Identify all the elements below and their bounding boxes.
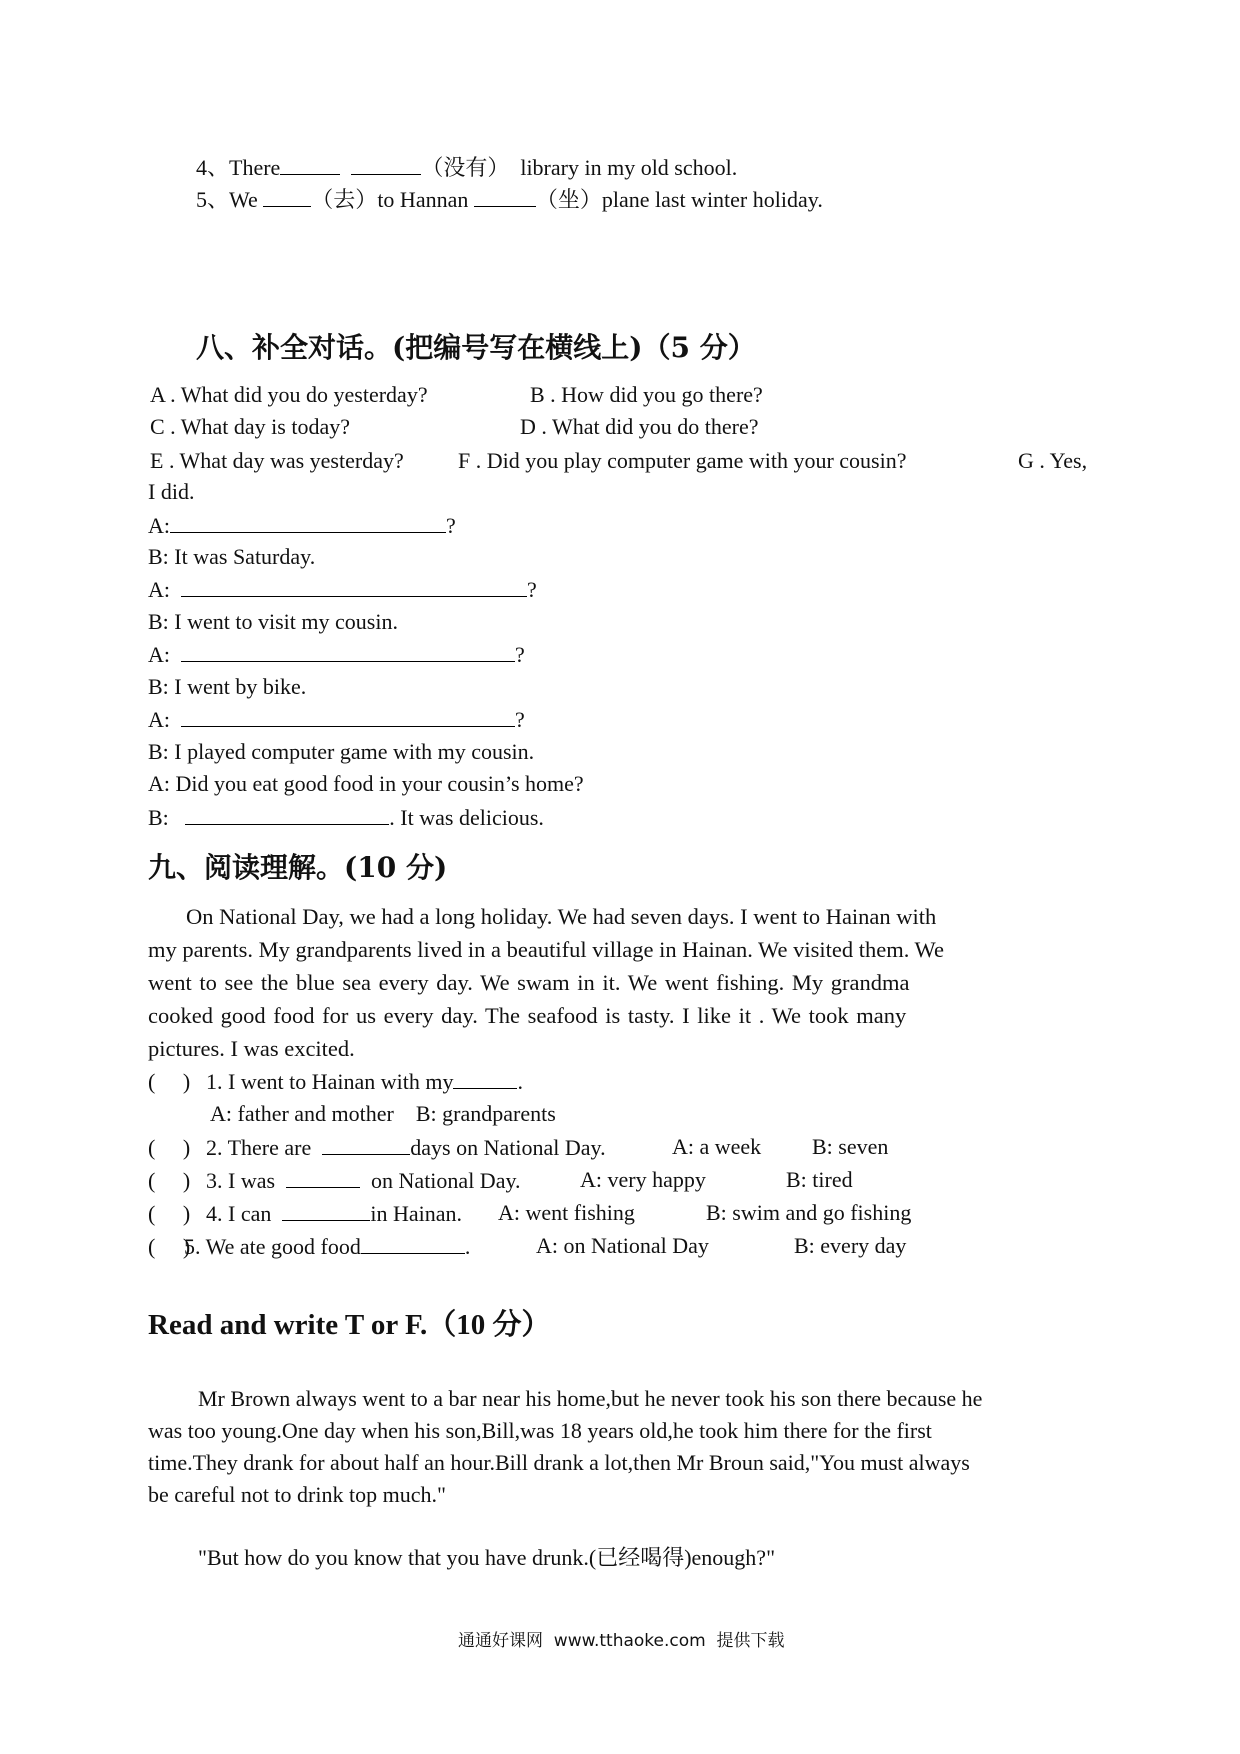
dialogue-line-8: B: I played computer game with my cousin.	[148, 739, 535, 764]
q2-option-a: A: a week	[672, 1134, 762, 1159]
answer-blank[interactable]	[170, 510, 446, 533]
option-g: G . Yes,	[1018, 448, 1088, 473]
section-8-heading: 八、补全对话。(把编号写在横线上)（5 分）	[196, 331, 756, 364]
tf-passage-line-1: Mr Brown always went to a bar near his home,but he never took his son there because he	[198, 1386, 983, 1411]
dialogue-line-10	[148, 802, 544, 833]
answer-blank[interactable]	[185, 802, 389, 825]
tf-passage-line-3: time.They drank for about half an hour.Bill drank a lot,then Mr Broun said,"You must always	[148, 1450, 970, 1475]
dialogue-line-2: B: It was Saturday.	[148, 544, 316, 569]
q5-option-b: B: every day	[794, 1233, 907, 1258]
reading-question-1	[148, 1066, 523, 1097]
tf-passage-line-4: be careful not to drink top much."	[148, 1482, 446, 1507]
passage-line-4: cooked good food for us every day. The seafood is tasty. I like it . We took many	[148, 1003, 907, 1028]
answer-paren[interactable]: ( )	[148, 1201, 191, 1226]
answer-blank[interactable]	[181, 704, 515, 727]
passage-line-2: my parents. My grandparents lived in a beautiful village in Hainan. We visited them. We	[148, 937, 944, 962]
question-number: 4、	[196, 155, 230, 180]
answer-blank[interactable]	[474, 184, 536, 207]
q4-option-b: B: swim and go fishing	[706, 1200, 912, 1225]
section-10-heading: Read and write T or F.（10 分）	[148, 1309, 551, 1341]
reading-question-1-options: A: father and mother B: grandparents	[210, 1101, 556, 1126]
answer-blank[interactable]	[361, 1231, 465, 1254]
question-mark: ?	[527, 577, 537, 602]
dialogue-text: . It was delicious.	[389, 805, 544, 830]
question-stem: 3. I was	[206, 1168, 276, 1193]
chinese-hint: （没有）	[421, 155, 510, 180]
question-stem: 5. We ate good food	[184, 1234, 361, 1259]
dialogue-line-3	[148, 574, 537, 605]
passage-line-1: On National Day, we had a long holiday. We had seven days. I went to Hainan with	[186, 904, 937, 929]
question-end: days on National Day.	[410, 1135, 606, 1160]
section-9-heading: 九、阅读理解。(10 分)	[148, 851, 448, 884]
option-f: F . Did you play computer game with your cousin?	[458, 448, 907, 473]
chinese-hint: （去）	[311, 187, 378, 212]
dialogue-line-9: A: Did you eat good food in your cousin’s home?	[148, 771, 584, 796]
question-stem: 1. I went to Hainan with my	[206, 1069, 454, 1094]
passage-line-3: went to see the blue sea every day. We swam in it. We went fishing. My grandma	[148, 970, 910, 995]
answer-blank[interactable]	[181, 639, 515, 662]
question-mark: ?	[515, 707, 525, 732]
speaker-label: A:	[148, 577, 170, 602]
answer-blank[interactable]	[263, 184, 311, 207]
option-a: A . What did you do yesterday?	[150, 382, 428, 407]
dialogue-line-4: B: I went to visit my cousin.	[148, 609, 398, 634]
dialogue-line-7	[148, 704, 525, 735]
q3-option-b: B: tired	[786, 1167, 853, 1192]
answer-paren[interactable]: ( )	[148, 1135, 191, 1160]
question-end: .	[517, 1069, 523, 1094]
question-stem: 2. There are	[206, 1135, 312, 1160]
answer-paren[interactable]: ( )	[148, 1168, 191, 1193]
dialogue-line-5	[148, 639, 525, 670]
option-e: E . What day was yesterday?	[150, 448, 404, 473]
q2-option-b: B: seven	[812, 1134, 889, 1159]
answer-blank[interactable]	[351, 152, 421, 175]
answer-blank[interactable]	[322, 1132, 410, 1155]
question-5	[196, 184, 823, 215]
answer-blank[interactable]	[282, 1198, 370, 1221]
question-text: to Hannan	[377, 187, 469, 212]
question-text: library in my old school.	[520, 155, 738, 180]
tf-passage-quote: "But how do you know that you have drunk.(已经喝得)enough?"	[198, 1545, 776, 1570]
question-end: on National Day.	[371, 1168, 521, 1193]
passage-line-5: pictures. I was excited.	[148, 1036, 355, 1061]
question-end: .	[464, 1234, 471, 1259]
speaker-label: A:	[148, 642, 170, 667]
q3-option-a: A: very happy	[580, 1167, 706, 1192]
answer-blank[interactable]	[280, 152, 340, 175]
option-g-cont: I did.	[148, 479, 195, 504]
speaker-label: B:	[148, 805, 169, 830]
page-footer: 通通好课网 www.tthaoke.com 提供下载	[458, 1631, 785, 1651]
answer-blank[interactable]	[181, 574, 527, 597]
option-b: B . How did you go there?	[530, 382, 763, 407]
question-text: We	[229, 187, 258, 212]
speaker-label: A:	[148, 707, 170, 732]
question-mark: ?	[446, 513, 456, 538]
question-number: 5、	[196, 187, 230, 212]
dialogue-line-1	[148, 510, 456, 541]
dialogue-line-6: B: I went by bike.	[148, 674, 307, 699]
chinese-hint: （坐）	[535, 187, 602, 212]
question-4	[196, 152, 737, 183]
speaker-label: A:	[148, 513, 170, 538]
reading-question-5	[148, 1231, 470, 1262]
option-d: D . What did you do there?	[520, 414, 759, 439]
answer-blank[interactable]	[286, 1165, 360, 1188]
option-c: C . What day is today?	[150, 414, 350, 439]
reading-question-3	[148, 1165, 521, 1196]
question-text: plane last winter holiday.	[601, 187, 823, 212]
question-stem: 4. I can	[206, 1201, 272, 1226]
answer-paren[interactable]: ( )	[148, 1069, 191, 1094]
tf-passage-line-2: was too young.One day when his son,Bill,was 18 years old,he took him there for the first	[148, 1418, 932, 1443]
question-end: in Hainan.	[370, 1201, 463, 1226]
reading-question-2	[148, 1132, 606, 1163]
question-mark: ?	[515, 642, 525, 667]
q5-option-a: A: on National Day	[536, 1233, 709, 1258]
question-text: There	[229, 155, 281, 180]
q4-option-a: A: went fishing	[498, 1200, 635, 1225]
reading-question-4	[148, 1198, 462, 1229]
answer-blank[interactable]	[453, 1066, 517, 1089]
answer-paren[interactable]: ( )	[148, 1234, 191, 1259]
